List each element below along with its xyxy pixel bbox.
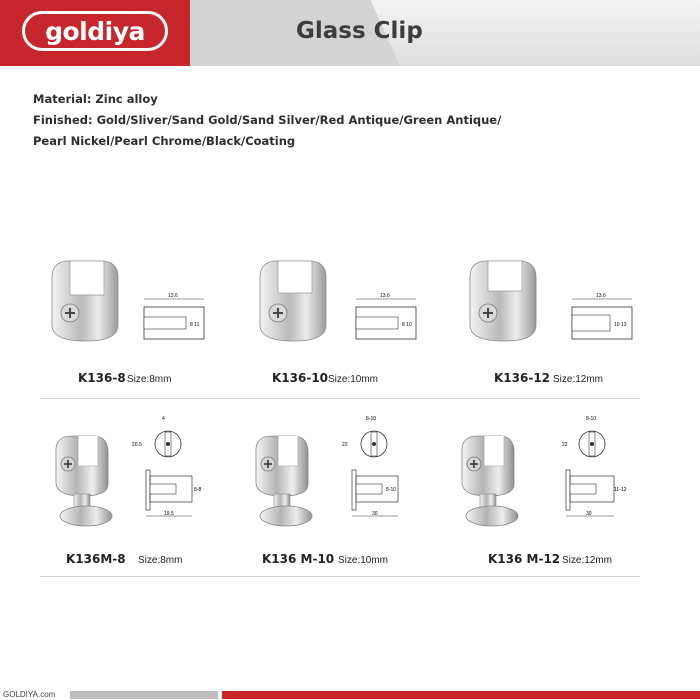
dim-top-label: 4 [162, 416, 165, 422]
glass-clip-photo [46, 255, 126, 345]
page-title: Glass Clip [296, 18, 423, 44]
logo-band [0, 0, 190, 66]
dim-gap-label: 8-10 [386, 487, 397, 493]
dim-top-label: 13.6 [380, 293, 390, 299]
dim-dia-label: 22 [562, 442, 568, 448]
glass-clip-photo [464, 255, 544, 345]
dim-dia-label: 20.5 [132, 442, 142, 448]
glass-clip-photo [46, 432, 126, 532]
size-label: Size:8mm [138, 555, 183, 566]
dim-base-label: 30 [586, 511, 592, 517]
row-divider [40, 398, 640, 399]
technical-drawing [552, 412, 632, 522]
product-card-k136-12[interactable] [460, 255, 660, 395]
product-card-k136m-12[interactable] [440, 412, 640, 572]
technical-drawing [334, 412, 414, 522]
finish-spec-line-2: Pearl Nickel/Pearl Chrome/Black/Coating [33, 134, 296, 148]
brand-logo[interactable] [22, 11, 168, 51]
dim-gap-label: 8-8 [194, 487, 202, 493]
footer-bar-red [222, 691, 700, 699]
page-footer [0, 689, 700, 700]
page-header [0, 0, 700, 66]
model-number: K136 M-12 [488, 552, 561, 566]
product-card-k136m-10[interactable] [240, 412, 440, 572]
size-label: Size:12mm [562, 555, 613, 566]
glass-clip-photo [254, 255, 334, 345]
dim-side-label: 10 13 [614, 322, 627, 328]
technical-drawing [566, 293, 638, 347]
technical-drawing [128, 412, 208, 522]
product-card-k136m-8[interactable] [40, 412, 240, 572]
glass-clip-photo [246, 432, 326, 532]
dim-side-label: 8 10 [402, 322, 412, 328]
material-spec: Material: Zinc alloy [33, 92, 158, 106]
dim-dia-label: 22 [342, 442, 348, 448]
technical-drawing [350, 293, 422, 347]
model-number: K136-8 [78, 371, 126, 385]
dim-base-label: 30 [372, 511, 378, 517]
size-label: Size:10mm [328, 374, 379, 385]
glass-clip-photo [452, 432, 532, 532]
model-number: K136 M-10 [262, 552, 335, 566]
size-label: Size:8mm [127, 374, 172, 385]
dim-top-label: 13.6 [596, 293, 606, 299]
footer-bar-grey [70, 691, 218, 699]
row-divider [40, 576, 640, 577]
dim-top-label: 8-10 [586, 416, 597, 422]
model-number: K136-12 [494, 371, 551, 385]
model-number: K136-10 [272, 371, 329, 385]
dim-base-label: 19.5 [164, 511, 174, 517]
dim-top-label: 13.6 [168, 293, 178, 299]
size-label: Size:10mm [338, 555, 389, 566]
dim-top-label: 8-10 [366, 416, 377, 422]
dim-side-label: 8 11 [190, 322, 200, 328]
finish-spec-line-1: Finished: Gold/Sliver/Sand Gold/Sand Silver/Red Antique/Green Antique/ [33, 113, 502, 127]
product-card-k136-10[interactable] [240, 255, 440, 395]
product-card-k136-8[interactable] [40, 255, 240, 395]
size-label: Size:12mm [553, 374, 604, 385]
logo-text: goldiya [45, 16, 145, 46]
technical-drawing [138, 293, 210, 347]
footer-site[interactable]: GOLDIYA.com [3, 690, 56, 699]
dim-gap-label: 11-12 [614, 487, 627, 493]
model-number: K136M-8 [66, 552, 126, 566]
